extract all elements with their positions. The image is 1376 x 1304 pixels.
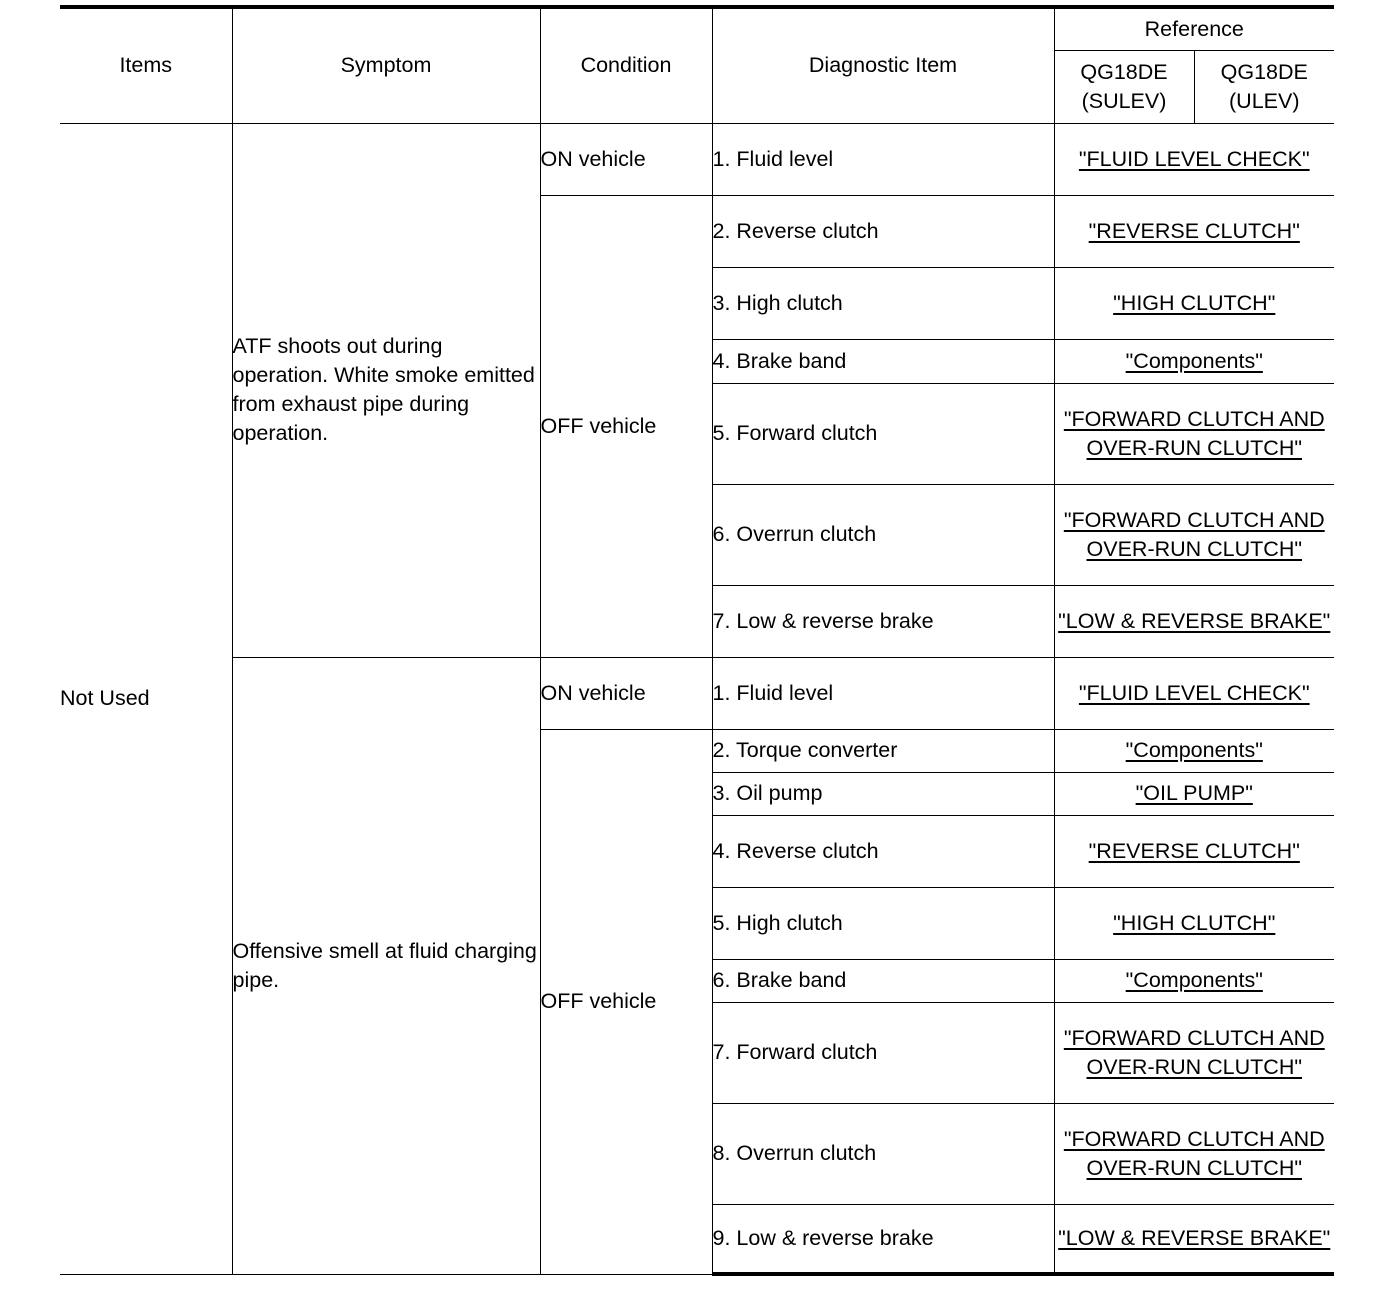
diagnostic-item: 4. Brake band bbox=[712, 339, 1054, 383]
reference-link-text[interactable]: "Components" bbox=[1125, 968, 1263, 992]
diagnostic-item: 9. Low & reverse brake bbox=[712, 1204, 1054, 1274]
reference-link-text[interactable]: "REVERSE CLUTCH" bbox=[1088, 838, 1300, 863]
reference-link[interactable] bbox=[1054, 959, 1334, 1002]
symptom-cell-2: Offensive smell at fluid charging pipe. bbox=[232, 657, 540, 1274]
items-cell: Not Used bbox=[60, 123, 232, 1274]
reference-link[interactable] bbox=[1054, 339, 1334, 383]
header-ref-sulev bbox=[1054, 50, 1194, 123]
reference-link-text[interactable]: "FLUID LEVEL CHECK" bbox=[1078, 680, 1310, 705]
reference-link-text[interactable]: "FORWARD CLUTCH AND OVER-RUN CLUTCH" bbox=[1063, 406, 1325, 460]
reference-link-text[interactable]: "LOW & REVERSE BRAKE" bbox=[1058, 608, 1331, 633]
reference-link[interactable] bbox=[1054, 1204, 1334, 1274]
condition-cell: ON vehicle bbox=[540, 657, 712, 729]
header-symptom: Symptom bbox=[232, 7, 540, 123]
reference-link[interactable] bbox=[1054, 887, 1334, 959]
condition-cell: ON vehicle bbox=[540, 123, 712, 195]
header-ref-sulev-engine: QG18DE bbox=[1080, 59, 1168, 84]
reference-link-text[interactable]: "LOW & REVERSE BRAKE" bbox=[1058, 1225, 1331, 1250]
diagnostic-item: 5. High clutch bbox=[712, 887, 1054, 959]
reference-link[interactable] bbox=[1054, 1002, 1334, 1103]
diagnostic-item: 5. Forward clutch bbox=[712, 383, 1054, 484]
reference-link-text[interactable]: "FORWARD CLUTCH AND OVER-RUN CLUTCH" bbox=[1063, 1025, 1325, 1079]
diagnostic-item: 3. Oil pump bbox=[712, 772, 1054, 815]
header-ref-sulev-spec: (SULEV) bbox=[1081, 88, 1167, 113]
reference-link-text[interactable]: "HIGH CLUTCH" bbox=[1113, 910, 1276, 935]
diagnostic-item: 4. Reverse clutch bbox=[712, 815, 1054, 887]
header-condition: Condition bbox=[540, 7, 712, 123]
reference-link[interactable] bbox=[1054, 585, 1334, 657]
header-items: Items bbox=[60, 7, 232, 123]
table-row bbox=[60, 657, 1334, 729]
reference-link[interactable] bbox=[1054, 1103, 1334, 1204]
reference-link-text[interactable]: "FORWARD CLUTCH AND OVER-RUN CLUTCH" bbox=[1063, 1126, 1325, 1180]
reference-link[interactable] bbox=[1054, 383, 1334, 484]
diagnostic-item: 3. High clutch bbox=[712, 267, 1054, 339]
reference-link[interactable] bbox=[1054, 267, 1334, 339]
header-ref-ulev-engine: QG18DE bbox=[1220, 59, 1308, 84]
reference-link-text[interactable]: "FORWARD CLUTCH AND OVER-RUN CLUTCH" bbox=[1063, 507, 1325, 561]
diagnostic-item: 7. Forward clutch bbox=[712, 1002, 1054, 1103]
header-ref-ulev bbox=[1194, 50, 1334, 123]
condition-cell: OFF vehicle bbox=[540, 729, 712, 1274]
reference-link[interactable] bbox=[1054, 815, 1334, 887]
reference-link-text[interactable]: "Components" bbox=[1125, 738, 1263, 762]
diagnostic-table bbox=[60, 5, 1334, 1276]
reference-link[interactable] bbox=[1054, 772, 1334, 815]
reference-link[interactable] bbox=[1054, 195, 1334, 267]
condition-cell: OFF vehicle bbox=[540, 195, 712, 657]
reference-link[interactable] bbox=[1054, 484, 1334, 585]
header-reference: Reference bbox=[1054, 7, 1334, 50]
diagnostic-item: 1. Fluid level bbox=[712, 123, 1054, 195]
reference-link-text[interactable]: "HIGH CLUTCH" bbox=[1113, 290, 1276, 315]
reference-link[interactable] bbox=[1054, 657, 1334, 729]
diagnostic-item: 8. Overrun clutch bbox=[712, 1103, 1054, 1204]
diagnostic-item: 6. Overrun clutch bbox=[712, 484, 1054, 585]
reference-link-text[interactable]: "OIL PUMP" bbox=[1135, 781, 1253, 805]
diagnostic-item: 1. Fluid level bbox=[712, 657, 1054, 729]
table-row bbox=[60, 123, 1334, 195]
reference-link-text[interactable]: "Components" bbox=[1125, 348, 1263, 373]
header-diagnostic-item: Diagnostic Item bbox=[712, 7, 1054, 123]
reference-link-text[interactable]: "FLUID LEVEL CHECK" bbox=[1078, 146, 1310, 171]
diagnostic-item: 7. Low & reverse brake bbox=[712, 585, 1054, 657]
reference-link[interactable] bbox=[1054, 123, 1334, 195]
reference-link-text[interactable]: "REVERSE CLUTCH" bbox=[1088, 218, 1300, 243]
reference-link[interactable] bbox=[1054, 729, 1334, 772]
diagnostic-item: 2. Reverse clutch bbox=[712, 195, 1054, 267]
diagnostic-item: 6. Brake band bbox=[712, 959, 1054, 1002]
header-ref-ulev-spec: (ULEV) bbox=[1229, 88, 1300, 113]
symptom-cell-1: ATF shoots out during operation. White smoke emitted from exhaust pipe during operation. bbox=[232, 123, 540, 657]
diagnostic-item: 2. Torque converter bbox=[712, 729, 1054, 772]
